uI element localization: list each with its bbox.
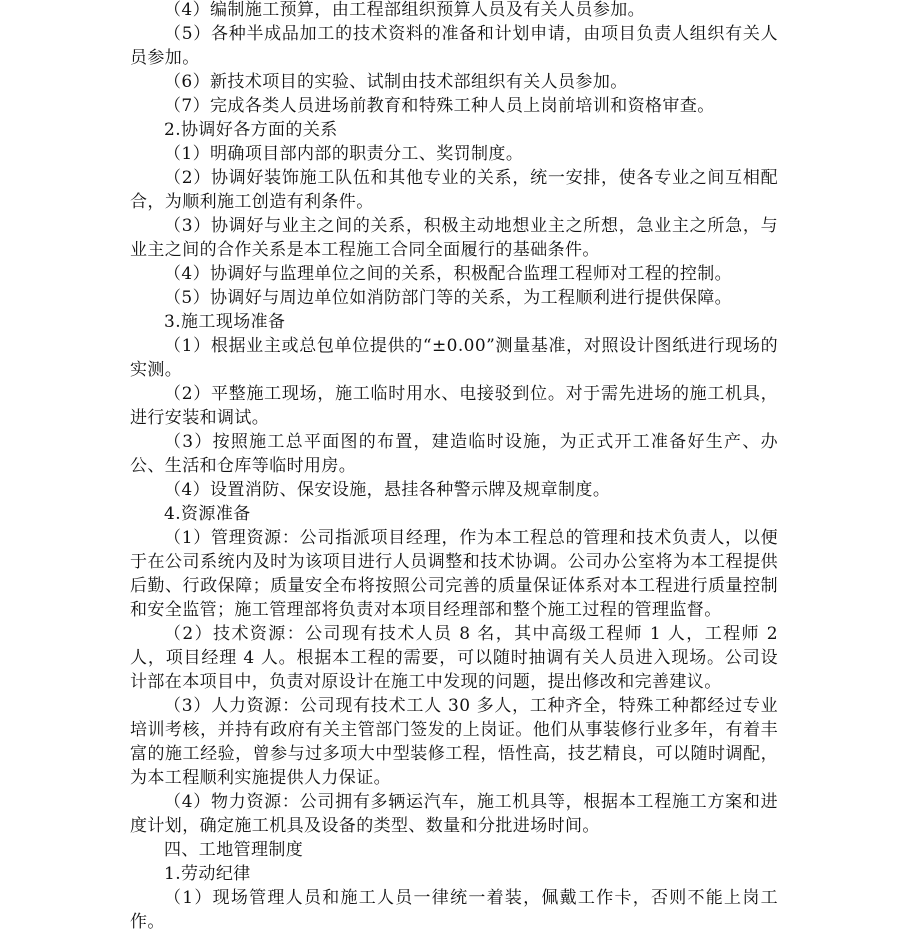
paragraph-resource-4: （4）物力资源：公司拥有多辆运汽车，施工机具等，根据本工程施工方案和进度计划，确定施工机具及设备的类型、数量和分批进场时间。 [130, 792, 778, 836]
paragraph-coord-5: （5）协调好与周边单位如消防部门等的关系，为工程顺利进行提供保障。 [164, 288, 733, 308]
section-heading-resources: 4.资源准备 [164, 504, 251, 524]
paragraph-coord-3: （3）协调好与业主之间的关系，积极主动地想业主之所想，急业主之所急，与业主之间的合作关系是本工程施工合同全面履行的基础条件。 [130, 216, 778, 260]
section-heading-coordination: 2.协调好各方面的关系 [164, 120, 338, 140]
section-heading-labor-discipline: 1.劳动纪律 [164, 864, 251, 884]
paragraph-site-2: （2）平整施工现场，施工临时用水、电接驳到位。对于需先进场的施工机具，进行安装和调试。 [130, 384, 778, 428]
paragraph-site-4: （4）设置消防、保安设施，悬挂各种警示牌及规章制度。 [164, 480, 611, 500]
paragraph-discipline-1: （1）现场管理人员和施工人员一律统一着装，佩戴工作卡，否则不能上岗工作。 [130, 888, 778, 932]
paragraph-resource-1: （1）管理资源：公司指派项目经理，作为本工程总的管理和技术负责人，以便于在公司系统内及时为该项目进行人员调整和技术协调。公司办公室将为本工程提供后勤、行政保障；质量安全布将按照公司完善的质量保证体系对本工程进行质量控制和安全监管；施工管理部将负责对本项目经理部和整个施工过程的管理监督。 [130, 528, 778, 620]
paragraph-coord-1: （1）明确项目部内部的职责分工、奖罚制度。 [164, 144, 524, 164]
paragraph-coord-4: （4）协调好与监理单位之间的关系，积极配合监理工程师对工程的控制。 [164, 264, 733, 284]
document-body [130, 0, 778, 934]
paragraph-site-3: （3）按照施工总平面图的布置，建造临时设施，为正式开工准备好生产、办公、生活和仓库等临时用房。 [130, 432, 778, 476]
paragraph-prep-6: （6）新技术项目的实验、试制由技术部组织有关人员参加。 [164, 72, 628, 92]
section-heading-site-prep: 3.施工现场准备 [164, 312, 286, 332]
paragraph-prep-7: （7）完成各类人员进场前教育和特殊工种人员上岗前培训和资格审查。 [164, 96, 715, 116]
paragraph-resource-3: （3）人力资源：公司现有技术工人 30 多人，工种齐全，特殊工种都经过专业培训考核，并持有政府有关主管部门签发的上岗证。他们从事装修行业多年，有着丰富的施工经验，曾参与过多项大中型装修工程，悟性高，技艺精良，可以随时调配，为本工程顺利实施提供人力保证。 [130, 696, 778, 788]
paragraph-prep-5: （5）各种半成品加工的技术资料的准备和计划申请，由项目负责人组织有关人员参加。 [130, 24, 778, 68]
paragraph-coord-2: （2）协调好装饰施工队伍和其他专业的关系，统一安排，使各专业之间互相配合，为顺利施工创造有利条件。 [130, 168, 778, 212]
paragraph-site-1: （1）根据业主或总包单位提供的“±0.00”测量基准，对照设计图纸进行现场的实测。 [130, 336, 778, 380]
chapter-heading-site-management: 四、工地管理制度 [164, 840, 304, 860]
paragraph-resource-2: （2）技术资源：公司现有技术人员 8 名，其中高级工程师 1 人，工程师 2 人，项目经理 4 人。根据本工程的需要，可以随时抽调有关人员进入现场。公司设计部在本项目中，负责对原设计在施工中发现的问题，提出修改和完善建议。 [130, 624, 778, 692]
paragraph-prep-4: （4）编制施工预算，由工程部组织预算人员及有关人员参加。 [164, 0, 646, 20]
